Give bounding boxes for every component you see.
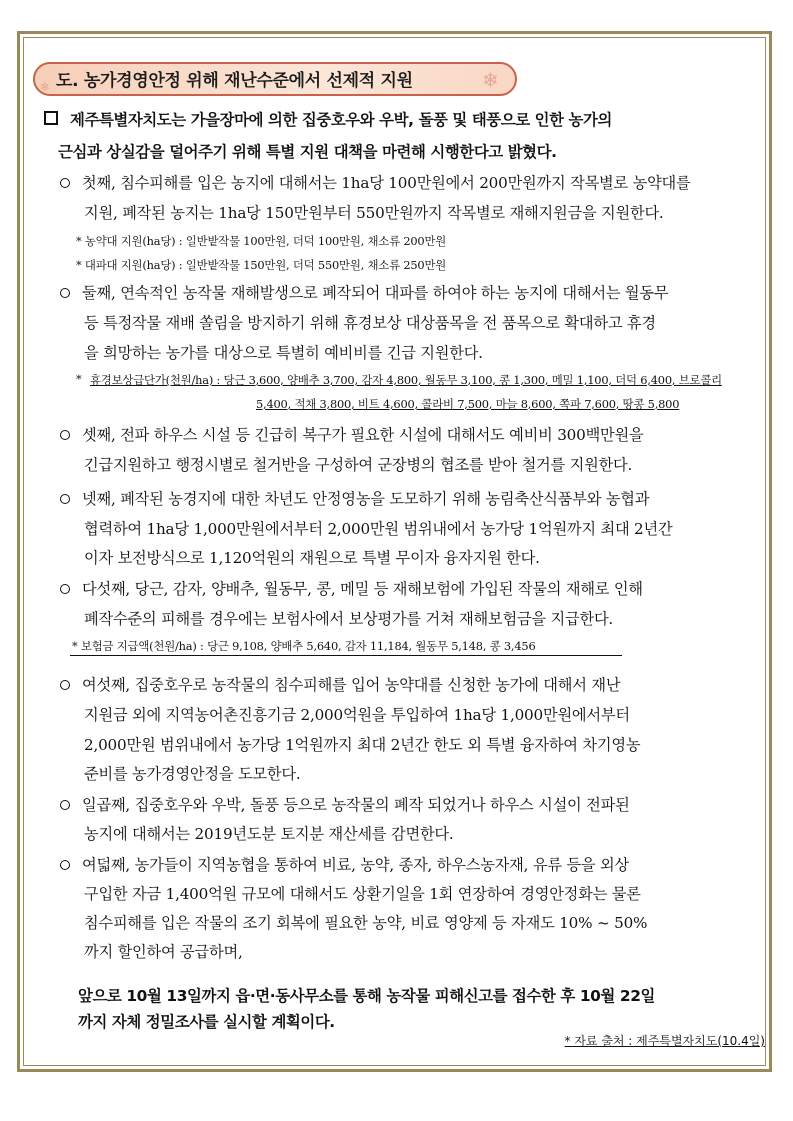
circle-bullet-icon (60, 430, 70, 440)
item-6-line-2: 지원금 외에 지역농어촌진흥기금 2,000억원을 투입하여 1ha당 1,000만원에서부터 (84, 706, 630, 724)
snowflake-icon: ❄ (482, 68, 499, 92)
item-3-line-1: 셋째, 전파 하우스 시설 등 긴급히 복구가 필요한 시설에 대해서도 예비비 300백만원을 (82, 426, 644, 444)
item-6-line-3: 2,000만원 범위내에서 농가당 1억원까지 최대 2년간 한도 외 특별 융자하여 차기영농 (84, 736, 641, 754)
item-6-line-1: 여섯째, 집중호우로 농작물의 침수피해를 입어 농약대를 신청한 농가에 대해서 재난 (82, 676, 621, 694)
item-3-line-2: 긴급지원하고 행정시별로 철거반을 구성하여 군장병의 협조를 받아 철거를 지원한다. (84, 456, 633, 474)
circle-bullet-icon (60, 494, 70, 504)
item-8-line-1: 여덟째, 농가들이 지역농협을 통하여 비료, 농약, 종자, 하우스농자재, 유류 등을 외상 (82, 856, 629, 874)
source-credit: * 자료 출처 : 제주특별자치도(10.4일) (564, 1034, 765, 1048)
circle-bullet-icon (60, 178, 70, 188)
note-fallow-line-2: 5,400, 적채 3,800, 비트 4,600, 콜라비 7,500, 마늘 8,600, 쪽파 7,600, 땅콩 5,800 (256, 397, 680, 411)
circle-bullet-icon (60, 680, 70, 690)
note-fallow-star: * (76, 372, 82, 386)
item-1-line-1: 첫째, 침수피해를 입은 농지에 대해서는 1ha당 100만원에서 200만원까지 작목별로 농약대를 (82, 174, 691, 192)
circle-bullet-icon (60, 584, 70, 594)
square-bullet-icon (44, 111, 58, 125)
item-5-line-2: 폐작수준의 피해를 경우에는 보험사에서 보상평가를 거쳐 재해보험금을 지급한다. (84, 610, 614, 628)
item-4-line-3: 이자 보전방식으로 1,120억원의 재원으로 특별 무이자 융자지원 한다. (84, 549, 540, 567)
snowflake-icon: ❄ (40, 80, 51, 94)
item-2-line-1: 둘째, 연속적인 농작물 재해발생으로 폐작되어 대파를 하여야 하는 농지에 대해서는 월동무 (82, 284, 669, 302)
note-fallow-line-1: 휴경보상급단가(천원/ha) : 당근 3,600, 양배추 3,700, 감자 4,800, 월동무 3,100, 콩 1,300, 메밀 1,100, 더덕 6,400, 브로콜리 (90, 373, 722, 387)
circle-bullet-icon (60, 288, 70, 298)
note-pesticide: * 농약대 지원(ha당) : 일반밭작물 100만원, 더덕 100만원, 채소류 200만원 (76, 234, 447, 248)
item-6-line-4: 준비를 농가경영안정을 도모한다. (84, 765, 301, 783)
note-insurance: * 보험금 지급액(천원/ha) : 당근 9,108, 양배추 5,640, 감자 11,184, 월동무 5,148, 콩 3,456 (72, 639, 536, 653)
item-4-line-2: 협력하여 1ha당 1,000만원에서부터 2,000만원 범위내에서 농가당 1억원까지 최대 2년간 (84, 520, 673, 538)
closing-line-1: 앞으로 10월 13일까지 읍·면·동사무소를 통해 농작물 피해신고를 접수한 후 10월 22일 (78, 987, 655, 1005)
item-8-line-3: 침수피해를 입은 작물의 조기 회복에 필요한 농약, 비료 영양제 등 자재도 10% ~ 50% (84, 914, 648, 932)
note-replant: * 대파대 지원(ha당) : 일반밭작물 150만원, 더덕 550만원, 채소류 250만원 (76, 258, 447, 272)
item-4-line-1: 넷째, 폐작된 농경지에 대한 차년도 안정영농을 도모하기 위해 농림축산식품부와 농협과 (82, 490, 650, 508)
lead-line-1: 제주특별자치도는 가을장마에 의한 집중호우와 우박, 돌풍 및 태풍으로 인한 농가의 (70, 111, 612, 129)
circle-bullet-icon (60, 860, 70, 870)
closing-line-2: 까지 자체 정밀조사를 실시할 계획이다. (78, 1013, 335, 1031)
item-8-line-4: 까지 할인하여 공급하며, (84, 943, 243, 961)
item-7-line-1: 일곱째, 집중호우와 우박, 돌풍 등으로 농작물의 폐작 되었거나 하우스 시설이 전파된 (82, 796, 630, 814)
item-2-line-3: 을 희망하는 농가를 대상으로 특별히 예비비를 긴급 지원한다. (84, 344, 483, 362)
item-7-line-2: 농지에 대해서는 2019년도분 토지분 재산세를 감면한다. (84, 825, 454, 843)
note-insurance-underline (70, 655, 622, 656)
item-5-line-1: 다섯째, 당근, 감자, 양배추, 월동무, 콩, 메밀 등 재해보험에 가입된 작물의 재해로 인해 (82, 580, 643, 598)
circle-bullet-icon (60, 800, 70, 810)
section-title: 도. 농가경영안정 위해 재난수준에서 선제적 지원 (56, 71, 413, 91)
item-8-line-2: 구입한 자금 1,400억원 규모에 대해서도 상환기일을 1회 연장하여 경영안정화는 물론 (84, 885, 641, 903)
item-2-line-2: 등 특정작물 재배 쏠림을 방지하기 위해 휴경보상 대상품목을 전 품목으로 확대하고 휴경 (84, 314, 656, 332)
item-1-line-2: 지원, 폐작된 농지는 1ha당 150만원부터 550만원까지 작목별로 재해지원금을 지원한다. (84, 204, 664, 222)
lead-line-2: 근심과 상실감을 덜어주기 위해 특별 지원 대책을 마련해 시행한다고 밝혔다. (58, 143, 557, 161)
